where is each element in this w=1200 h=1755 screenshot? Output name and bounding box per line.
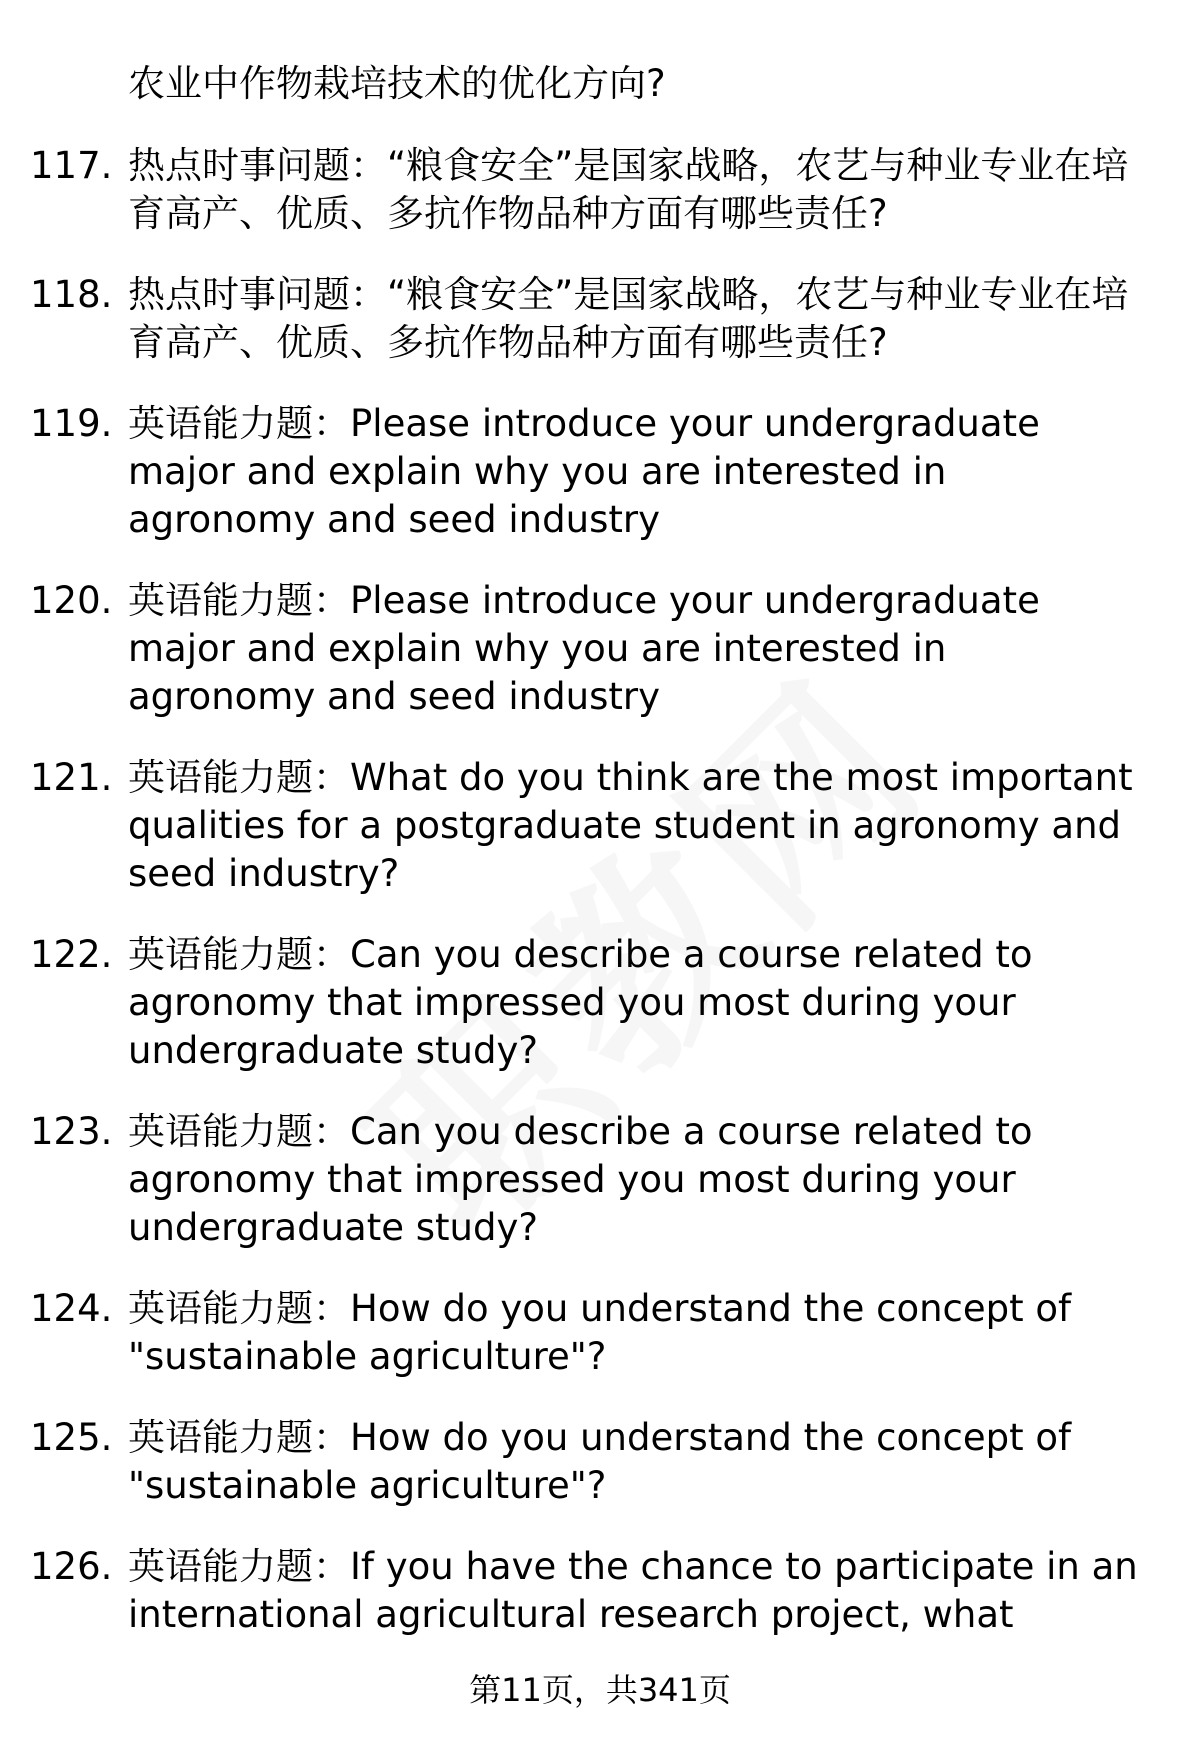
- question-text: 热点时事问题：“粮食安全”是国家战略，农艺与种业专业在培育高产、优质、多抗作物品种方面有哪些责任?: [128, 144, 1129, 235]
- question-item: [0, 1285, 1138, 1381]
- question-number: 120.: [30, 579, 113, 622]
- question-number: 117.: [30, 144, 113, 187]
- question-number: 125.: [30, 1416, 113, 1459]
- question-number: 122.: [30, 933, 113, 976]
- question-item: [0, 754, 1138, 898]
- question-list: [0, 142, 1200, 1672]
- question-item: [0, 400, 1138, 544]
- question-text: 英语能力题：If you have the chance to participate in an international agricultural research project, what: [128, 1545, 1138, 1636]
- question-item: [0, 1414, 1138, 1510]
- question-text: 热点时事问题：“粮食安全”是国家战略，农艺与种业专业在培育高产、优质、多抗作物品种方面有哪些责任?: [128, 273, 1129, 364]
- question-text: 英语能力题：Can you describe a course related to agronomy that impressed you most during your undergraduate study?: [128, 1110, 1033, 1249]
- question-number: 119.: [30, 402, 113, 445]
- question-text: 英语能力题：How do you understand the concept of "sustainable agriculture"?: [128, 1416, 1072, 1507]
- question-number: 124.: [30, 1287, 113, 1330]
- question-text: 英语能力题：Please introduce your undergraduate major and explain why you are interested in agronomy and seed industry: [128, 402, 1040, 541]
- question-item: [0, 142, 1138, 238]
- question-number: 126.: [30, 1545, 113, 1588]
- page-footer: 第11页，共341页: [469, 1671, 731, 1709]
- question-number: 118.: [30, 273, 113, 316]
- question-item: [0, 1543, 1138, 1639]
- question-item: [0, 1108, 1138, 1252]
- question-text: 英语能力题：Please introduce your undergraduate major and explain why you are interested in agronomy and seed industry: [128, 579, 1040, 718]
- question-item: [0, 931, 1138, 1075]
- question-item: [0, 271, 1138, 367]
- continued-question-text: 农业中作物栽培技术的优化方向?: [128, 62, 666, 105]
- question-number: 121.: [30, 756, 113, 799]
- question-number: 123.: [30, 1110, 113, 1153]
- question-text: 英语能力题：How do you understand the concept of "sustainable agriculture"?: [128, 1287, 1072, 1378]
- question-text: 英语能力题：What do you think are the most important qualities for a postgraduate student in agronomy and seed industry?: [128, 756, 1133, 895]
- question-text: 英语能力题：Can you describe a course related to agronomy that impressed you most during your undergraduate study?: [128, 933, 1033, 1072]
- question-item: [0, 577, 1138, 721]
